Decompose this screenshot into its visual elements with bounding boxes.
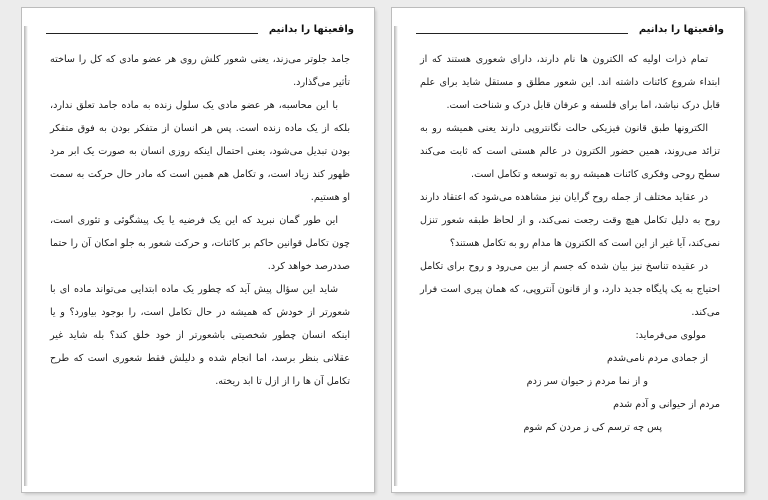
poem [420,347,720,439]
poem-line: و از نما مردم ز حیوان سر زدم [526,376,648,387]
page-body [50,48,350,472]
page-edge-shadow [24,26,28,486]
header-rule [416,33,628,34]
right-page [392,8,744,492]
poem-line: مردم از حیوانی و آدم شدم [613,399,720,410]
paragraph: در عقیده تناسخ نیز بیان شده که جسم از بین می‌رود و روح برای تکامل احتیاج به یک پایگاه جدید دارد، و از قانون آنتروپی، که همان پیری است فرار می‌کند. [420,261,720,318]
paragraph: تمام ذرات اولیه که الکترون ها نام دارند، دارای شعوری هستند که از ابتداء شروع کائنات داشته اند. این شعور مطلق و مستقل شاید برای علم قابل درک نباشد، اما برای فلسفه و عرفان قابل درک و شناخت است. [420,54,720,111]
paragraph: در عقاید مختلف از جمله روح گرایان نیز مشاهده می‌شود که اعتقاد دارند روح به دلیل تکامل هیچ وقت رجعت نمی‌کند، و از لحاظ طبقه شعور تنزل نمی‌کند، آیا غیر از این است که الکترون ها مدام رو به تکامل هستند؟ [420,192,720,249]
header-title: واقعیتها را بدانیم [268,24,354,35]
paragraph: با این محاسبه، هر عضو مادی یک سلول زنده به ماده جامد تعلق ندارد، بلکه از یک ماده زنده است. پس هر انسان از متفکر بودن به فوق متفکر بودن تبدیل می‌شود، یعنی احتمال اینکه روزی انسان به صورت یک ابر مرد ظهور کند زیاد است، و تکامل هم همین است که مادر حال حرکت به سمت او هستیم. [50,100,350,203]
page-header [46,22,354,42]
paragraph: این طور گمان نبرید که این یک فرضیه یا یک پیشگوئی و تئوری است، چون تکامل قوانین حاکم بر کائنات، و حرکت شعور به جلو امکان آن را حتما صددرصد خواهد کرد. [50,215,350,272]
poem-intro: مولوی می‌فرماید: [635,330,706,341]
poem-line: از جمادی مردم نامی‌شدم [606,353,708,364]
page-header [416,22,724,42]
left-page [22,8,374,492]
header-rule [46,33,258,34]
paragraph: جامد جلوتر می‌زند، یعنی شعور کلش روی هر عضو مادی که کل را ساخته تأثیر می‌گذارد. [50,54,350,88]
paragraph: شاید این سؤال پیش آید که چطور یک ماده ابتدایی می‌تواند ماده ای با شعورتر از خودش که همیشه در حال تکامل است، را بوجود بیاورد؟ و یا اینکه انسان چطور شخصیتی باشعورتر از خود خلق کند؟ بله شاید غیر عقلانی بنظر برسد، اما انجام شده و دلیلش فقط شعوری است که طرح تکامل آن ها را از ازل تا ابد ریخته. [50,284,350,387]
page-body [420,48,720,472]
paragraph: الکترونها طبق قانون فیزیکی حالت نگانتروپی دارند یعنی همیشه رو به تزائد می‌روند، همین حضور الکترون در عالم هستی است که ثابت می‌کند سطح روحی وفکری کائنات همیشه رو به توسعه و تکامل است. [420,123,720,180]
page-edge-shadow [394,26,398,486]
header-title: واقعیتها را بدانیم [638,24,724,35]
poem-line: پس چه ترسم کی ز مردن کم شوم [523,422,662,433]
